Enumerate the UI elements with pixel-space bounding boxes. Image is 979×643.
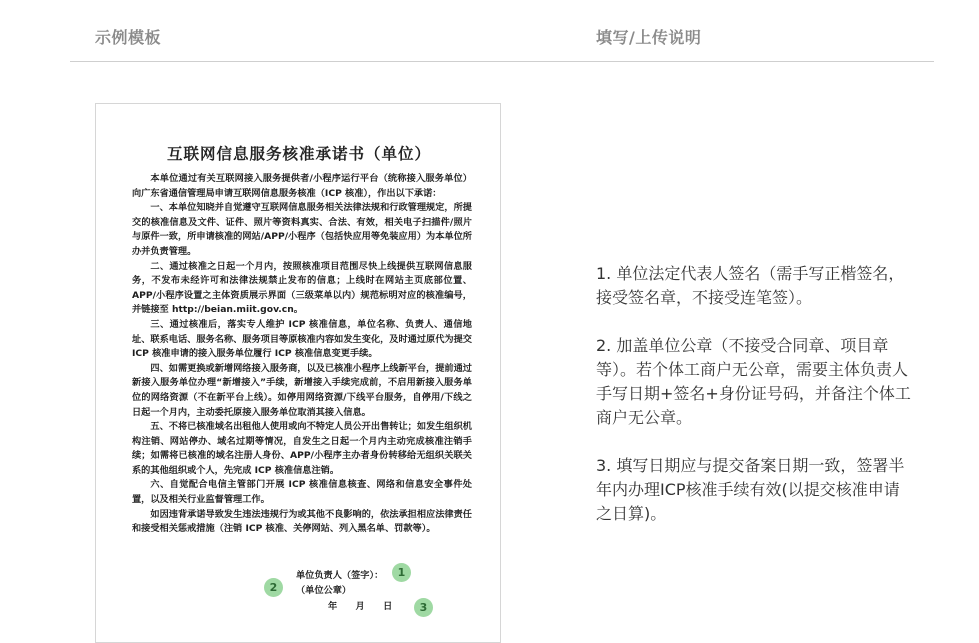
document-paragraph-4: 四、如需更换或新增网络接入服务商，以及已核准小程序上线新平台，提前通过新接入服务单位办理“新增接入”手续，新增接入手续完成前，不启用新接入服务单位的网络资源（不在新平台上线）。如停用网络资源/下线平台服务，自停用/下线之日起一个月内，主动委托原接入服务单位取消其接入信息。 [132, 362, 472, 418]
marker-badge-3: 3 [414, 598, 433, 617]
instruction-notes [596, 262, 914, 550]
signature-person-label: 单位负责人（签字）： [296, 570, 384, 581]
document-body [132, 172, 472, 537]
example-template-heading: 示例模板 [95, 28, 162, 47]
instructions-heading: 填写/上传说明 [596, 28, 702, 47]
header [0, 0, 979, 62]
document-paragraph-3: 三、通过核准后，落实专人维护 ICP 核准信息，单位名称、负责人、通信地址、联系电话、服务名称、服务项目等原核准内容如发生变化，及时通过原代为提交 ICP 核准申请的接入服务单位履行 ICP 核准信息变更手续。 [132, 318, 472, 360]
signature-date-label: 年 月 日 [328, 601, 393, 612]
document-paragraph-5: 五、不将已核准域名出租他人使用或向不特定人员公开出售转让；如发生组织机构注销、网站停办、域名过期等情况，自发生之日起一个月内主动完成核准注销手续；如需将已核准的域名注册人身份、APP/小程序主办者身份转移给无组织关联关系的其他组织或个人，先完成 ICP 核准信息注销。 [132, 421, 472, 476]
note-2: 2. 加盖单位公章（不接受合同章、项目章等）。若个体工商户无公章，需要主体负责人手写日期+签名+身份证号码，并备注个体工商户无公章。 [596, 336, 911, 427]
note-3: 3. 填写日期应与提交备案日期一致，签署半年内办理ICP核准手续有效(以提交核准申请之日算)。 [596, 456, 905, 523]
marker-badge-1: 1 [392, 563, 411, 582]
marker-badge-2: 2 [264, 578, 283, 597]
sample-document [95, 103, 501, 643]
document-paragraph-1: 一、本单位知晓并自觉遵守互联网信息服务相关法律法规和行政管理规定，所提交的核准信息及文件、证件、照片等资料真实、合法、有效，相关电子扫描件/照片与原件一致，所申请核准的网站/APP/小程序（包括快应用等免装应用）为本单位所办并负责管理。 [132, 202, 472, 257]
document-paragraph-6: 六、自觉配合电信主管部门开展 ICP 核准信息核查、网络和信息安全事件处置，以及相关行业监督管理工作。 [132, 479, 472, 506]
note-1: 1. 单位法定代表人签名（需手写正楷签名，接受签名章，不接受连笔签）。 [596, 264, 905, 307]
header-divider [70, 61, 934, 62]
signature-seal-label: （单位公章） [296, 585, 352, 596]
document-paragraph-intro: 本单位通过有关互联网接入服务提供者/小程序运行平台（统称接入服务单位）向广东省通信管理局申请互联网信息服务核准（ICP 核准），作出以下承诺： [132, 173, 472, 199]
document-paragraph-2: 二、通过核准之日起一个月内，按照核准项目范围尽快上线提供互联网信息服务，不发布未经许可和法律法规禁止发布的信息；上线时在网站主页底部位置、APP/小程序设置之主体资质展示界面（三级菜单以内）规范标明对应的核准编号，并链接至 http://beian.miit.gov.cn。 [132, 260, 472, 316]
document-title: 互联网信息服务核准承诺书（单位） [166, 145, 431, 163]
document-paragraph-7: 如因违背承诺导致发生违法违规行为或其他不良影响的，依法承担相应法律责任和接受相关惩戒措施（注销 ICP 核准、关停网站、列入黑名单、罚款等）。 [132, 508, 472, 535]
